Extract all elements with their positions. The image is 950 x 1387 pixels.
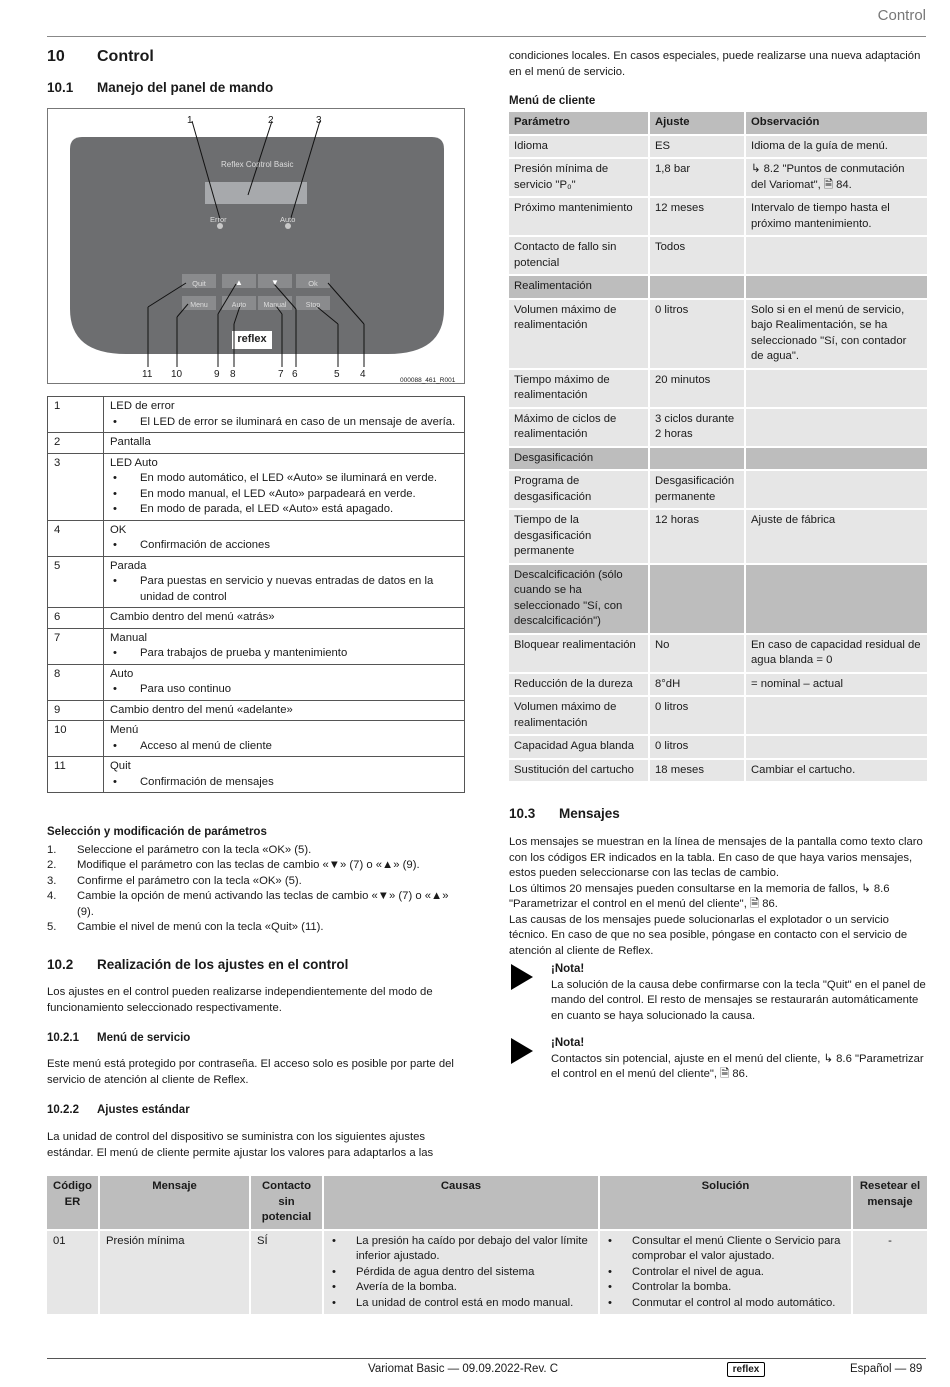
setting-cell: 0 litros <box>649 696 745 735</box>
setting-cell: 0 litros <box>649 299 745 369</box>
step-item <box>47 843 465 859</box>
parameter-cell: Descalcificación (sólo cuando se ha seleccionado "Sí, con descalcificación") <box>508 564 649 634</box>
legend-row <box>48 664 465 700</box>
parameter-cell: Volumen máximo de realimentación <box>508 299 649 369</box>
subsection-heading-10-3 <box>509 806 620 822</box>
legend-label: Pantalla <box>110 436 151 448</box>
legend-label: Auto <box>110 667 134 680</box>
note-1 <box>509 962 927 1024</box>
subsection-heading-10-1 <box>47 80 273 96</box>
subsection-heading-10-2-1 <box>47 1031 190 1047</box>
table-row <box>508 408 928 447</box>
legend-row <box>48 397 465 433</box>
table-row <box>508 634 928 673</box>
led-error-label: Error <box>210 215 227 224</box>
parameter-cell: Tiempo de la desgasificación permanente <box>508 509 649 564</box>
observation-cell <box>745 564 928 634</box>
setting-cell <box>649 275 745 299</box>
legend-bullet: • En modo manual, el LED «Auto» parpadeará en verde. <box>110 487 458 503</box>
setting-cell: 0 litros <box>649 735 745 759</box>
code-cell: 01 <box>46 1230 99 1316</box>
legend-label: OK <box>110 523 127 536</box>
sub22-text: La unidad de control del dispositivo se suministra con los siguientes ajustes estándar. El menú de cliente permite ajustar los valores para adaptarlos a las <box>47 1131 434 1159</box>
setting-cell: Desgasificación permanente <box>649 470 745 509</box>
callout-5: 5 <box>334 369 340 380</box>
setting-cell <box>649 564 745 634</box>
steps-list <box>47 843 465 936</box>
stop-key[interactable]: Stop <box>305 302 321 309</box>
step-item <box>47 874 465 890</box>
legend-number: 7 <box>48 628 104 664</box>
table-group-row <box>508 275 928 299</box>
legend-description <box>104 433 465 454</box>
table-row <box>508 158 928 197</box>
callout-7: 7 <box>278 369 284 380</box>
subsection-heading-10-2-2 <box>47 1103 190 1119</box>
setting-cell: ES <box>649 135 745 159</box>
continued-text: condiciones locales. En casos especiales, puede realizarse una nueva adaptación en el menú de servicio. <box>509 50 921 78</box>
legend-row <box>48 520 465 556</box>
subsection-number: 10.2 <box>47 957 74 972</box>
legend-number: 11 <box>48 757 104 793</box>
setting-cell: 12 meses <box>649 197 745 236</box>
auto-key[interactable]: Auto <box>231 302 247 309</box>
parameter-cell: Idioma <box>508 135 649 159</box>
customer-menu-title: Menú de cliente <box>509 95 596 107</box>
step-number: 2. <box>47 859 57 871</box>
parameter-cell: Reducción de la dureza <box>508 673 649 697</box>
setting-cell <box>649 447 745 471</box>
observation-cell: Solo si en el menú de servicio, bajo Realimentación, se ha seleccionado "Sí, con contador de agua". <box>745 299 928 369</box>
col-header-reset: Resetear el mensaje <box>852 1175 928 1230</box>
footer-doc: Variomat Basic — 09.09.2022-Rev. C <box>368 1363 559 1375</box>
callout-8: 8 <box>230 369 236 380</box>
legend-bullet: • El LED de error se iluminará en caso de un mensaje de avería. <box>110 415 458 431</box>
col-header-setting: Ajuste <box>649 111 745 135</box>
legend-label: LED de error <box>110 400 175 412</box>
note-2 <box>509 1036 927 1083</box>
up-key[interactable]: ▲ <box>235 278 243 287</box>
legend-number: 1 <box>48 397 104 433</box>
legend-bullet: • Para uso continuo <box>110 682 458 698</box>
col-header-solution: Solución <box>599 1175 852 1230</box>
legend-description <box>104 700 465 721</box>
contact-cell: SÍ <box>250 1230 323 1316</box>
table-row <box>46 1230 928 1316</box>
messages-intro <box>509 835 927 1083</box>
parameter-cell: Volumen máximo de realimentación <box>508 696 649 735</box>
messages-paragraph-3: Las causas de los mensajes puede solucionarlas el explotador o un servicio técnico. En caso de que no sea posible, póngase en contacto con el servicio de atención al cliente de Reflex. <box>509 913 908 957</box>
legend-bullet: • En modo de parada, el LED «Auto» está apagado. <box>110 502 458 518</box>
note-title: ¡Nota! <box>551 1037 585 1049</box>
subsection-number: 10.2.1 <box>47 1032 79 1044</box>
note-arrow-icon <box>509 962 551 1024</box>
setting-cell: 18 meses <box>649 759 745 783</box>
callout-11: 11 <box>142 369 153 380</box>
legend-number: 9 <box>48 700 104 721</box>
setting-cell: 12 horas <box>649 509 745 564</box>
legend-number: 6 <box>48 608 104 629</box>
observation-cell <box>745 735 928 759</box>
table-row <box>508 236 928 275</box>
setting-cell: 8°dH <box>649 673 745 697</box>
observation-cell <box>745 470 928 509</box>
legend-bullet: • Confirmación de acciones <box>110 538 458 554</box>
legend-description <box>104 556 465 608</box>
observation-cell: Ajuste de fábrica <box>745 509 928 564</box>
legend-row <box>48 433 465 454</box>
col-header-observation: Observación <box>745 111 928 135</box>
solutions-item: • Controlar el nivel de agua. <box>606 1265 845 1281</box>
reset-cell: - <box>852 1230 928 1316</box>
parameter-selection <box>47 825 465 936</box>
table-row <box>508 470 928 509</box>
led-auto-label: Auto <box>280 215 296 224</box>
legend-number: 3 <box>48 453 104 520</box>
callout-6: 6 <box>292 369 298 380</box>
step-text: Seleccione el parámetro con la tecla «OK» (5). <box>77 843 312 856</box>
figure-reference: 000088_461_R001 <box>400 377 456 384</box>
sub2-text: Los ajustes en el control pueden realizarse independientemente del modo de funcionamiento seleccionado respectivamente. <box>47 986 433 1014</box>
subsection-number: 10.1 <box>47 80 74 95</box>
down-key[interactable]: ▼ <box>271 278 279 287</box>
step-item <box>47 920 465 936</box>
section-title: Control <box>97 48 154 65</box>
col-header-causes: Causas <box>323 1175 599 1230</box>
setting-cell: 20 minutos <box>649 369 745 408</box>
observation-cell: En caso de capacidad residual de agua blanda = 0 <box>745 634 928 673</box>
causes-item: • Pérdida de agua dentro del sistema <box>330 1265 592 1281</box>
subsection-title: Menú de servicio <box>97 1032 191 1044</box>
step-item <box>47 889 465 920</box>
subsection-title: Mensajes <box>559 806 620 821</box>
subsection-number: 10.3 <box>509 806 536 821</box>
note-arrow-icon <box>509 1036 551 1083</box>
step-text: Modifique el parámetro con las teclas de cambio «▼» (7) o «▲» (9). <box>77 859 420 871</box>
messages-paragraph-1: Los mensajes se muestran en la línea de mensajes de la pantalla como texto claro con los códigos ER indicados en la tabla. En caso de que haya varios mensajes, estos pueden seleccionarse con las teclas de cambio. <box>509 836 923 879</box>
message-cell: Presión mínima <box>99 1230 250 1316</box>
observation-cell: Idioma de la guía de menú. <box>745 135 928 159</box>
subsection-title: Realización de los ajustes en el control <box>97 957 349 972</box>
callout-3: 3 <box>316 115 322 126</box>
table-row <box>508 759 928 783</box>
setting-cell: Todos <box>649 236 745 275</box>
solutions-item: • Controlar la bomba. <box>606 1280 845 1296</box>
subsection-title: Manejo del panel de mando <box>97 80 274 95</box>
observation-cell: Intervalo de tiempo hasta el próximo mantenimiento. <box>745 197 928 236</box>
step-number: 5. <box>47 921 57 933</box>
selection-title: Selección y modificación de parámetros <box>47 826 267 838</box>
legend-description <box>104 628 465 664</box>
col-header-message: Mensaje <box>99 1175 250 1230</box>
ok-key[interactable]: Ok <box>308 279 318 288</box>
observation-cell <box>745 275 928 299</box>
legend-number: 2 <box>48 433 104 454</box>
table-group-row <box>508 447 928 471</box>
table-row <box>508 135 928 159</box>
quit-key[interactable]: Quit <box>192 279 206 288</box>
observation-cell: Cambiar el cartucho. <box>745 759 928 783</box>
callout-4: 4 <box>360 369 366 380</box>
legend-number: 5 <box>48 556 104 608</box>
legend-bullet: • Confirmación de mensajes <box>110 775 458 791</box>
legend-number: 8 <box>48 664 104 700</box>
customer-menu-table <box>507 110 929 783</box>
causes-item: • Avería de la bomba. <box>330 1280 592 1296</box>
callout-2: 2 <box>268 115 274 126</box>
table-row <box>508 299 928 369</box>
parameter-cell: Presión mínima de servicio "P₀" <box>508 158 649 197</box>
footer-logo: reflex <box>727 1362 765 1377</box>
step-item <box>47 858 465 874</box>
legend-label: Parada <box>110 559 147 572</box>
legend-bullet: • Acceso al menú de cliente <box>110 739 458 755</box>
parameter-cell: Programa de desgasificación <box>508 470 649 509</box>
legend-number: 10 <box>48 721 104 757</box>
legend-description <box>104 397 465 433</box>
callout-9: 9 <box>214 369 220 380</box>
subsection-number: 10.2.2 <box>47 1104 79 1116</box>
legend-row <box>48 757 465 793</box>
setting-cell: 1,8 bar <box>649 158 745 197</box>
subsection-title: Ajustes estándar <box>97 1104 190 1116</box>
parameter-cell: Contacto de fallo sin potencial <box>508 236 649 275</box>
legend-row <box>48 556 465 608</box>
solutions-cell <box>599 1230 852 1316</box>
observation-cell <box>745 408 928 447</box>
sub21-text: Este menú está protegido por contraseña. El acceso solo es posible por parte del servicio de atención al cliente de Reflex. <box>47 1058 454 1086</box>
observation-cell <box>745 696 928 735</box>
control-panel-figure <box>47 108 465 384</box>
legend-number: 4 <box>48 520 104 556</box>
note-text: La solución de la causa debe confirmarse con la tecla "Quit" en el panel de mando del control. El resto de mensajes se restaurarán automáticamente en cuanto se haya solucionado la causa. <box>551 978 926 1022</box>
causes-item: • La unidad de control está en modo manual. <box>330 1296 592 1312</box>
observation-cell: ↳ 8.2 "Puntos de conmutación del Variomat", 🗎 84. <box>745 158 928 197</box>
step-text: Confirme el parámetro con la tecla «OK» (5). <box>77 874 302 887</box>
note-title: ¡Nota! <box>551 963 585 975</box>
parameter-cell: Tiempo máximo de realimentación <box>508 369 649 408</box>
parameter-cell: Bloquear realimentación <box>508 634 649 673</box>
solutions-item: • Consultar el menú Cliente o Servicio para comprobar el valor ajustado. <box>606 1234 845 1265</box>
legend-bullet: • Para puestas en servicio y nuevas entradas de datos en la unidad de control <box>110 574 458 605</box>
setting-cell: No <box>649 634 745 673</box>
legend-row <box>48 453 465 520</box>
table-row <box>508 369 928 408</box>
legend-row <box>48 608 465 629</box>
legend-bullet: • En modo automático, el LED «Auto» se iluminará en verde. <box>110 471 458 487</box>
section-number: 10 <box>47 48 65 65</box>
table-row <box>508 696 928 735</box>
parameter-cell: Realimentación <box>508 275 649 299</box>
observation-cell <box>745 369 928 408</box>
legend-label: Cambio dentro del menú «atrás» <box>110 611 275 623</box>
section-heading <box>47 49 154 65</box>
note-text: Contactos sin potencial, ajuste en el menú del cliente, ↳ 8.6 "Parametrizar el control en el menú del cliente", 🗎 86. <box>551 1052 924 1080</box>
legend-description <box>104 520 465 556</box>
causes-cell <box>323 1230 599 1316</box>
table-row <box>508 735 928 759</box>
observation-cell <box>745 236 928 275</box>
table-row <box>508 673 928 697</box>
parameter-cell: Desgasificación <box>508 447 649 471</box>
step-number: 1. <box>47 843 57 856</box>
reflex-logo: reflex <box>237 333 267 345</box>
legend-description <box>104 757 465 793</box>
legend-label: Quit <box>110 760 131 772</box>
legend-table <box>47 396 465 793</box>
legend-row <box>48 721 465 757</box>
solutions-item: • Conmutar el control al modo automático. <box>606 1296 845 1312</box>
manual-key[interactable]: Manual <box>263 302 287 309</box>
setting-cell: 3 ciclos durante 2 horas <box>649 408 745 447</box>
legend-description <box>104 608 465 629</box>
parameter-cell: Sustitución del cartucho <box>508 759 649 783</box>
legend-label: Menú <box>110 724 139 736</box>
footer-page: Español — 89 <box>850 1363 923 1375</box>
callout-10: 10 <box>171 369 183 380</box>
legend-row <box>48 628 465 664</box>
parameter-cell: Próximo mantenimiento <box>508 197 649 236</box>
legend-label: LED Auto <box>110 456 158 469</box>
legend-row <box>48 700 465 721</box>
causes-item: • La presión ha caído por debajo del valor límite inferior ajustado. <box>330 1234 592 1265</box>
legend-description <box>104 721 465 757</box>
legend-label: Manual <box>110 631 148 644</box>
running-header: Control <box>877 7 926 24</box>
header-rule <box>47 36 926 37</box>
legend-label: Cambio dentro del menú «adelante» <box>110 703 293 716</box>
col-header-contact: Contacto sin potencial <box>250 1175 323 1230</box>
table-group-row <box>508 564 928 634</box>
observation-cell <box>745 447 928 471</box>
step-text: Cambie la opción de menú activando las teclas de cambio «▼» (7) o «▲» (9). <box>77 890 449 918</box>
table-row <box>508 197 928 236</box>
messages-table <box>45 1174 929 1316</box>
panel-brand-label: Reflex Control Basic <box>221 160 294 169</box>
subsection-heading-10-2 <box>47 957 348 973</box>
callout-1: 1 <box>187 115 193 126</box>
step-number: 3. <box>47 874 57 887</box>
legend-description <box>104 453 465 520</box>
observation-cell: = nominal – actual <box>745 673 928 697</box>
parameter-cell: Capacidad Agua blanda <box>508 735 649 759</box>
col-header-code: Código ER <box>46 1175 99 1230</box>
col-header-parameter: Parámetro <box>508 111 649 135</box>
step-text: Cambie el nivel de menú con la tecla «Quit» (11). <box>77 921 324 933</box>
legend-description <box>104 664 465 700</box>
step-number: 4. <box>47 890 57 902</box>
messages-paragraph-2: Los últimos 20 mensajes pueden consultarse en la memoria de fallos, ↳ 8.6 "Parametrizar el control en el menú del cliente", 🗎 86. <box>509 882 890 910</box>
table-row <box>508 509 928 564</box>
legend-bullet: • Para trabajos de prueba y mantenimiento <box>110 646 458 662</box>
footer-rule <box>47 1358 926 1359</box>
parameter-cell: Máximo de ciclos de realimentación <box>508 408 649 447</box>
menu-key[interactable]: Menu <box>190 302 208 309</box>
